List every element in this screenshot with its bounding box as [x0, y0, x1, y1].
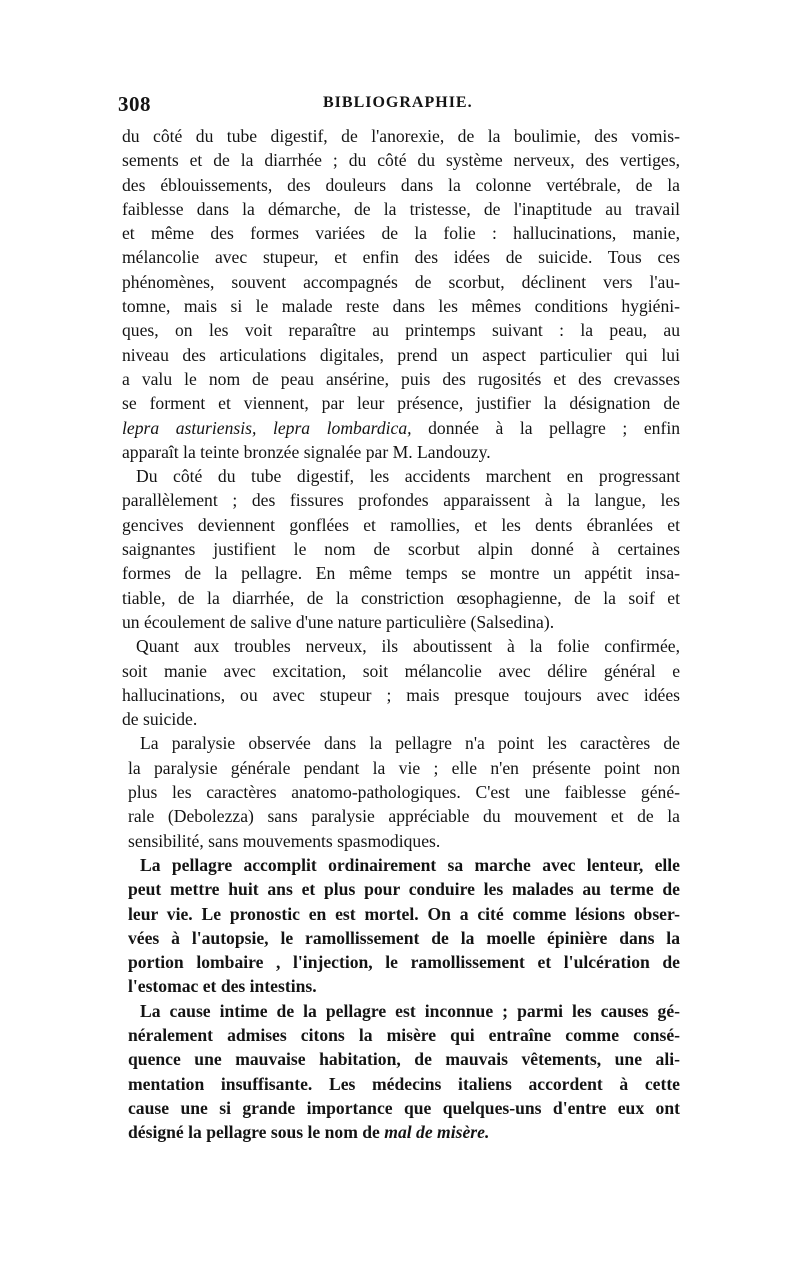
- text-line: sements et de la diarrhée ; du côté du système nerveux, des vertiges,: [122, 150, 680, 171]
- text-line: cause une si grande importance que quelques-uns d'entre eux ont: [128, 1097, 680, 1118]
- page-number: 308: [118, 92, 151, 116]
- text-line: la paralysie générale pendant la vie ; elle n'en présente point non: [128, 757, 680, 778]
- running-head: [118, 92, 678, 114]
- text-line: niveau des articulations digitales, prend un aspect particulier qui lui: [122, 344, 680, 365]
- text-line: faiblesse dans la démarche, de la tristesse, de l'inaptitude au travail: [122, 198, 680, 219]
- text-line: ques, on les voit reparaître au printemps suivant : la peau, au: [122, 320, 680, 341]
- text-line: Du côté du tube digestif, les accidents marchent en progressant: [136, 466, 680, 487]
- text-line: des éblouissements, des douleurs dans la colonne vertébrale, de la: [122, 174, 680, 195]
- text-line: mélancolie avec stupeur, et enfin des idées de suicide. Tous ces: [122, 247, 680, 268]
- text-line: vées à l'autopsie, le ramollissement de la moelle épinière dans la: [128, 927, 680, 948]
- text-line: l'estomac et des intestins.: [128, 976, 317, 997]
- text-line: a valu le nom de peau ansérine, puis des rugosités et des crevasses: [122, 368, 680, 389]
- text-line: et même des formes variées de la folie : hallucinations, manie,: [122, 223, 680, 244]
- italic-term: lepra asturiensis,: [122, 417, 257, 438]
- text-line: La cause intime de la pellagre est inconnue ; parmi les causes gé-: [140, 1000, 680, 1021]
- text-line: tomne, mais si le malade reste dans les mêmes conditions hygiéni-: [122, 296, 680, 317]
- text-line-final: [122, 1120, 680, 1144]
- text-line: formes de la pellagre. En même temps se montre un appétit insa-: [122, 563, 680, 584]
- text-fragment: désigné la pellagre sous le nom de: [128, 1122, 380, 1143]
- text-line: phénomènes, souvent accompagnés de scorbut, déclinent vers l'au-: [122, 271, 680, 292]
- text-line: quence une mauvaise habitation, de mauvais vêtements, une ali-: [128, 1049, 680, 1070]
- running-title: BIBLIOGRAPHIE.: [323, 94, 473, 111]
- text-line: saignantes justifient le nom de scorbut alpin donné à certaines: [122, 539, 680, 560]
- text-line: peut mettre huit ans et plus pour conduire les malades au terme de: [128, 879, 680, 900]
- text-line: portion lombaire , l'injection, le ramollissement et l'ulcération de: [128, 952, 680, 973]
- text-fragment: donnée à la pellagre ; enfin: [428, 417, 681, 438]
- text-line: sensibilité, sans mouvements spasmodiques.: [128, 830, 441, 851]
- body-text: [122, 124, 680, 1144]
- text-line: gencives deviennent gonflées et ramollies, et les dents ébranlées et: [122, 514, 680, 535]
- text-line-italic-terms: [122, 416, 680, 440]
- text-line: mentation insuffisante. Les médecins italiens accordent à cette: [128, 1073, 680, 1094]
- italic-term: lepra lombardica,: [272, 417, 412, 438]
- text-line: néralement admises citons la misère qui entraîne comme consé-: [128, 1024, 680, 1045]
- text-line: rale (Debolezza) sans paralysie appréciable du mouvement et de la: [128, 806, 680, 827]
- text-line: Quant aux troubles nerveux, ils aboutissent à la folie confirmée,: [136, 636, 680, 657]
- text-line: de suicide.: [122, 709, 198, 730]
- italic-term: mal de misère.: [384, 1122, 490, 1143]
- text-line: plus les caractères anatomo-pathologiques. C'est une faiblesse géné-: [128, 782, 680, 803]
- text-line: leur vie. Le pronostic en est mortel. On a cité comme lésions obser-: [128, 903, 680, 924]
- text-line: apparaît la teinte bronzée signalée par M. Landouzy.: [122, 441, 491, 462]
- text-line: hallucinations, ou avec stupeur ; mais presque toujours avec idées: [122, 684, 680, 705]
- text-line: se forment et viennent, par leur présence, justifier la désignation de: [122, 393, 680, 414]
- text-line: La pellagre accomplit ordinairement sa marche avec lenteur, elle: [140, 854, 680, 875]
- text-line: La paralysie observée dans la pellagre n'a point les caractères de: [140, 733, 680, 754]
- text-line: soit manie avec excitation, soit mélancolie avec délire général e: [122, 660, 680, 681]
- text-line: tiable, de la diarrhée, de la constriction œsophagienne, de la soif et: [122, 587, 680, 608]
- text-line: du côté du tube digestif, de l'anorexie, de la boulimie, des vomis-: [122, 126, 680, 146]
- text-line: un écoulement de salive d'une nature particulière (Salsedina).: [122, 611, 555, 632]
- text-line: parallèlement ; des fissures profondes apparaissent à la langue, les: [122, 490, 680, 511]
